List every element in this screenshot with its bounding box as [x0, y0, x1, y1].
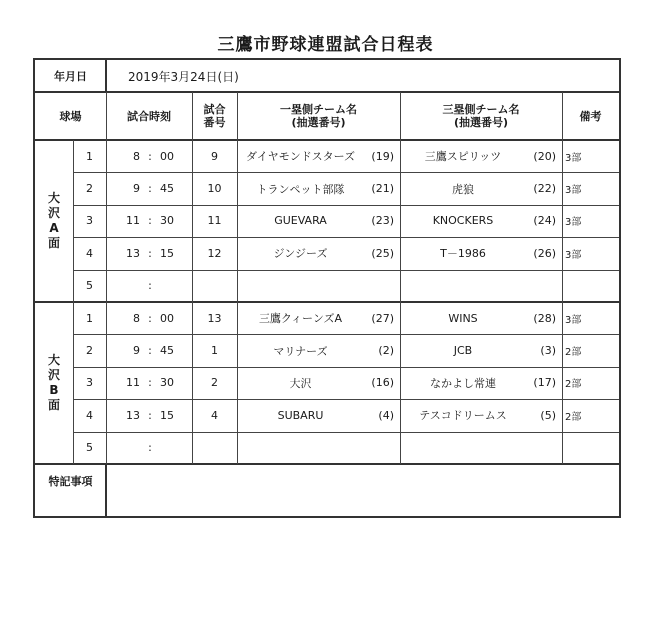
- notes-label: 特記事項: [48, 474, 93, 488]
- first-base-team-name: 大沢: [289, 376, 312, 390]
- field-label-char: 沢: [47, 206, 60, 220]
- game-number: 1: [211, 344, 218, 358]
- field-label: [35, 302, 73, 464]
- first-base-lottery-number: [360, 432, 400, 464]
- game-slot-number: 4: [86, 246, 93, 260]
- game-time: [106, 432, 192, 464]
- game-time-separator: :: [148, 311, 152, 325]
- first-base-team-name: ジンジーズ: [273, 247, 328, 261]
- game-time-separator: :: [148, 376, 152, 390]
- third-base-team-name: KNOCKERS: [432, 214, 494, 228]
- memo-division: 2部: [565, 347, 582, 359]
- page-title: 三鷹市野球連盟試合日程表: [217, 35, 434, 55]
- field-label-char: A: [49, 221, 59, 235]
- game-time: [106, 140, 192, 172]
- game-number: 10: [207, 182, 222, 196]
- game-number: 2: [211, 376, 218, 390]
- header-memo: 備考: [579, 109, 602, 123]
- first-base-lottery-number: (27): [371, 311, 394, 325]
- game-number: 4: [211, 408, 218, 422]
- field-label-char: B: [49, 383, 59, 397]
- third-base-lottery-number: (22): [533, 182, 556, 196]
- memo-division: 3部: [565, 152, 582, 164]
- third-base-team-name: [400, 432, 522, 464]
- third-base-team-name: WINS: [448, 311, 478, 325]
- header-third-team-line1: 三塁側チーム名: [442, 103, 520, 116]
- game-time-minute: 15: [160, 408, 174, 422]
- date-value: 2019年3月24日(日): [128, 69, 239, 84]
- first-base-lottery-number: (19): [371, 149, 394, 163]
- game-time-separator: :: [148, 441, 152, 455]
- game-time-hour: 8: [133, 149, 140, 163]
- header-first-base-team: [237, 92, 400, 140]
- memo-division: 3部: [565, 314, 582, 326]
- field-label-char: 面: [47, 236, 60, 250]
- game-time-hour: 9: [133, 344, 140, 358]
- game-time: [106, 205, 192, 237]
- memo-division: 3部: [565, 249, 582, 261]
- first-base-lottery-number: (4): [378, 408, 394, 422]
- header-game-no-line1: 試合: [203, 103, 226, 116]
- first-base-lottery-number: (2): [378, 344, 394, 358]
- field-label-char: 面: [47, 398, 60, 412]
- game-time-minute: 00: [160, 149, 174, 163]
- field-label-char: 沢: [47, 368, 60, 382]
- game-slot-number: 4: [86, 408, 93, 422]
- first-base-team-name: マリナーズ: [273, 344, 328, 358]
- game-time-hour: 13: [126, 408, 140, 422]
- field-label-char: 大: [47, 191, 60, 205]
- memo-division: 3部: [565, 217, 582, 229]
- memo-division: 2部: [565, 411, 582, 423]
- third-base-lottery-number: (26): [533, 246, 556, 260]
- game-time-hour: 9: [133, 182, 140, 196]
- game-time-separator: :: [148, 182, 152, 196]
- game-number: 9: [211, 149, 218, 163]
- third-base-lottery-number: (20): [533, 149, 556, 163]
- third-base-lottery-number: (28): [533, 311, 556, 325]
- first-base-lottery-number: [360, 270, 400, 302]
- header-third-base-team: [400, 92, 562, 140]
- game-time-minute: 15: [160, 246, 174, 260]
- first-base-team-name: [237, 432, 360, 464]
- memo-division: 3部: [565, 185, 582, 197]
- game-time-minute: 45: [160, 344, 174, 358]
- first-base-lottery-number: (23): [371, 214, 394, 228]
- game-time-separator: :: [148, 279, 152, 293]
- game-slot-number: 3: [86, 214, 93, 228]
- header-game-no: [192, 92, 237, 140]
- memo-division: 2部: [565, 379, 582, 391]
- header-time: 試合時刻: [127, 109, 171, 123]
- header-first-team-line2: (抽選番号): [291, 116, 346, 129]
- game-time-hour: 8: [133, 311, 140, 325]
- game-slot-number: 1: [86, 311, 93, 325]
- game-number: 13: [207, 311, 222, 325]
- first-base-lottery-number: (25): [371, 246, 394, 260]
- third-base-team-name: 虎狼: [452, 182, 474, 196]
- first-base-team-name: 三鷹クィーンズA: [258, 312, 343, 326]
- third-base-team-name: 三鷹スピリッツ: [424, 150, 502, 164]
- game-time-hour: 11: [126, 376, 140, 390]
- header-game-no-line2: 番号: [203, 116, 226, 129]
- game-time-separator: :: [148, 246, 152, 260]
- third-base-lottery-number: (5): [540, 408, 556, 422]
- game-number: [192, 270, 237, 302]
- game-time: [106, 270, 192, 302]
- game-time: [106, 334, 192, 366]
- third-base-team-name: なかよし常連: [430, 376, 496, 390]
- third-base-lottery-number: (3): [540, 344, 556, 358]
- game-slot-number: 5: [86, 441, 93, 455]
- notes-value: [106, 464, 619, 516]
- first-base-team-name: トランペット部隊: [256, 182, 345, 196]
- game-time-minute: 00: [160, 311, 174, 325]
- header-third-team-line2: (抽選番号): [453, 116, 509, 129]
- game-time-separator: :: [148, 149, 152, 163]
- third-base-team-name: [400, 270, 522, 302]
- first-base-lottery-number: (21): [371, 182, 394, 196]
- game-time: [106, 399, 192, 431]
- third-base-team-name: テスコドリームス: [419, 409, 507, 423]
- first-base-team-name: [237, 270, 360, 302]
- game-slot-number: 5: [86, 279, 93, 293]
- game-time-minute: 45: [160, 182, 174, 196]
- third-base-lottery-number: (24): [533, 214, 556, 228]
- first-base-team-name: ダイヤモンドスターズ: [245, 150, 356, 164]
- game-time-separator: :: [148, 344, 152, 358]
- game-time-hour: 13: [126, 246, 140, 260]
- game-time-separator: :: [148, 408, 152, 422]
- third-base-team-name: JCB: [453, 344, 473, 358]
- game-slot-number: 1: [86, 149, 93, 163]
- field-label: [35, 140, 73, 302]
- game-number: 12: [207, 246, 222, 260]
- third-base-lottery-number: [522, 270, 562, 302]
- memo-division: [562, 270, 619, 302]
- game-time-minute: 30: [160, 376, 174, 390]
- first-base-lottery-number: (16): [371, 376, 394, 390]
- header-first-team-line1: 一塁側チーム名: [280, 103, 357, 116]
- game-number: [192, 432, 237, 464]
- third-base-lottery-number: [522, 432, 562, 464]
- game-time: [106, 237, 192, 269]
- schedule-table: [33, 58, 621, 518]
- memo-division: [562, 432, 619, 464]
- game-time-minute: 30: [160, 214, 174, 228]
- game-time-hour: 11: [126, 214, 140, 228]
- third-base-lottery-number: (17): [533, 376, 556, 390]
- game-number: 11: [207, 214, 222, 228]
- game-slot-number: 2: [86, 182, 93, 196]
- game-time: [106, 302, 192, 334]
- game-time-separator: :: [148, 214, 152, 228]
- third-base-team-name: T－1986: [440, 247, 486, 261]
- game-slot-number: 3: [86, 376, 93, 390]
- first-base-team-name: SUBARU: [277, 408, 324, 422]
- header-field: 球場: [59, 109, 82, 123]
- game-time: [106, 367, 192, 399]
- game-slot-number: 2: [86, 344, 93, 358]
- game-time: [106, 172, 192, 204]
- date-label: 年月日: [54, 69, 87, 83]
- field-label-char: 大: [47, 353, 60, 367]
- first-base-team-name: GUEVARA: [274, 214, 327, 228]
